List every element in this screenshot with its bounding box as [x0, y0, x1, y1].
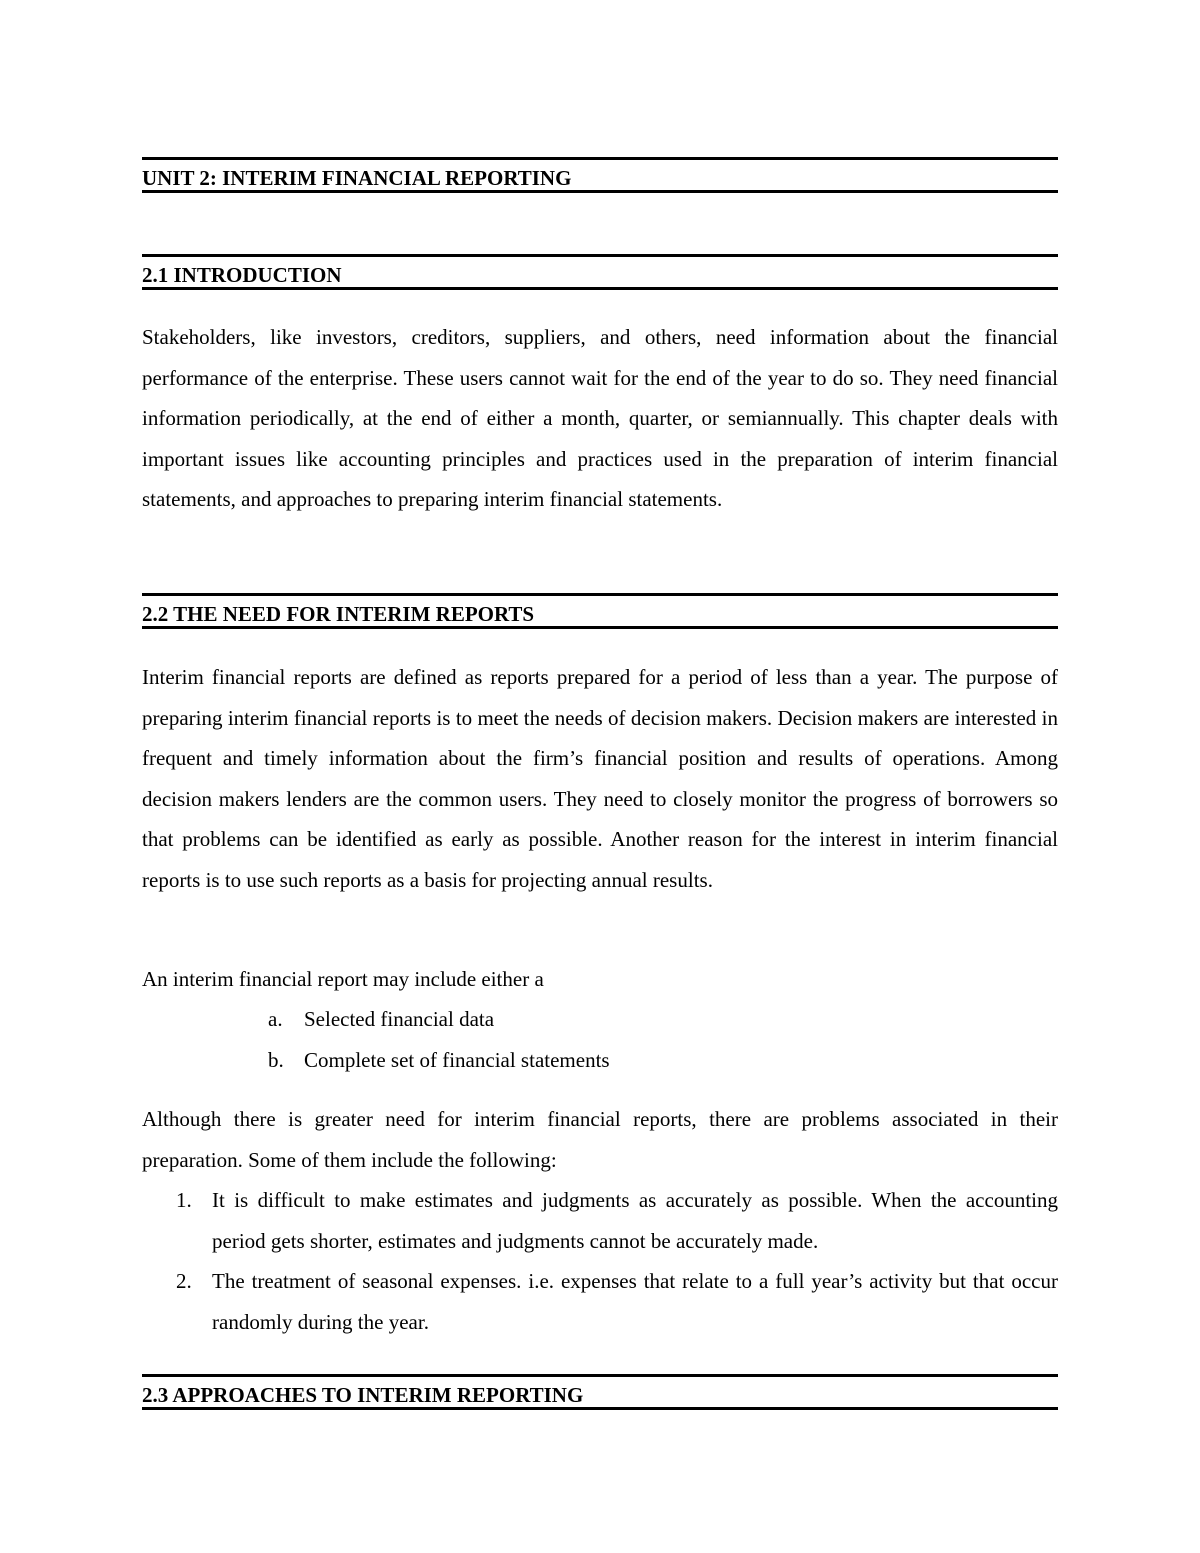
problems-intro: Although there is greater need for interim financial reports, there are problems associated in their preparation. Some of them include the following:	[142, 1107, 1058, 1172]
section-2-2-heading-block	[142, 593, 1058, 629]
list-intro: An interim financial report may include either a	[142, 967, 544, 991]
section-2-1-heading-block	[142, 254, 1058, 290]
numbered-list-item	[142, 1261, 1058, 1342]
list-item	[268, 1040, 610, 1081]
section-2-1-paragraph: Stakeholders, like investors, creditors, suppliers, and others, need information about the financial performance of the enterprise. These users cannot wait for the end of the year to do so. They need financial information periodically, at the end of either a month, quarter, or semiannually. This chapter deals with important issues like accounting principles and practices used in the preparation of interim financial statements, and approaches to preparing interim financial statements.	[142, 325, 1058, 511]
list-item	[268, 999, 494, 1040]
section-2-3-heading: 2.3 APPROACHES TO INTERIM REPORTING	[142, 1383, 584, 1407]
numbered-list-text: The treatment of seasonal expenses. i.e. expenses that relate to a full year’s activity but that occur randomly during the year.	[212, 1269, 1058, 1334]
numbered-list-text: It is difficult to make estimates and judgments as accurately as possible. When the accounting period gets shorter, estimates and judgments cannot be accurately made.	[212, 1188, 1058, 1253]
numbered-list-marker: 1.	[176, 1188, 192, 1212]
list-marker: b.	[268, 1048, 284, 1072]
section-2-2-paragraph: Interim financial reports are defined as reports prepared for a period of less than a year. The purpose of preparing interim financial reports is to meet the needs of decision makers. Decision makers are interested in frequent and timely information about the firm’s financial position and results of operations. Among decision makers lenders are the common users. They need to closely monitor the progress of borrowers so that problems can be identified as early as possible. Another reason for the interest in interim financial reports is to use such reports as a basis for projecting annual results.	[142, 665, 1058, 892]
unit-title-block	[142, 157, 1058, 193]
unit-title: UNIT 2: INTERIM FINANCIAL REPORTING	[142, 166, 572, 190]
section-2-3-heading-block	[142, 1374, 1058, 1410]
section-2-1-heading: 2.1 INTRODUCTION	[142, 263, 342, 287]
numbered-list-item	[142, 1180, 1058, 1261]
section-2-2-heading: 2.2 THE NEED FOR INTERIM REPORTS	[142, 602, 535, 626]
list-marker: a.	[268, 1007, 283, 1031]
numbered-list-marker: 2.	[176, 1269, 192, 1293]
list-item-text: Complete set of financial statements	[304, 1048, 610, 1072]
list-item-text: Selected financial data	[304, 1007, 495, 1031]
